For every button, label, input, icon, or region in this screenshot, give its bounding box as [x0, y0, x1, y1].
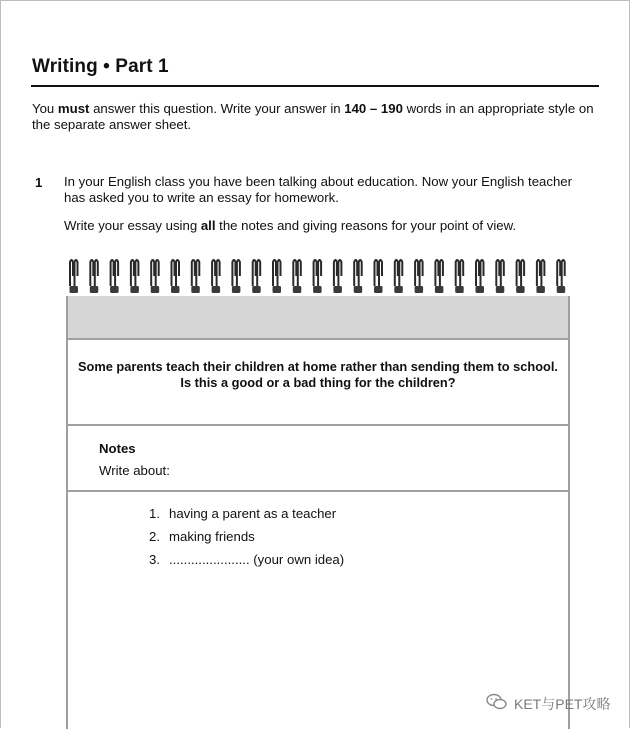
notes-heading: Notes	[99, 441, 136, 456]
instructions-text-3: words in an appropriate style on the separate answer sheet.	[32, 101, 594, 132]
notes-item-text: ...................... (your own idea)	[169, 552, 345, 567]
spiral-ring	[90, 260, 99, 293]
notes-subheading: Write about:	[99, 463, 170, 478]
essay-statement-line-2: Is this a good or a bad thing for the children?	[180, 374, 456, 390]
spiral-ring	[151, 260, 160, 293]
instructions-text-2: answer this question. Write your answer in	[89, 101, 345, 116]
question-instruction	[64, 218, 516, 233]
spiral-ring	[70, 260, 79, 293]
spiral-ring	[273, 260, 282, 293]
spiral-ring	[110, 260, 119, 293]
instructions-text-1: You	[32, 101, 58, 116]
spiral-ring	[415, 260, 424, 293]
spiral-ring	[374, 260, 383, 293]
spiral-binding	[62, 256, 574, 298]
spiral-ring	[232, 260, 241, 293]
essay-statement-line-1: Some parents teach their children at home rather than sending them to school.	[78, 359, 558, 374]
spiral-ring	[394, 260, 403, 293]
spiral-ring	[455, 260, 464, 293]
question-instruction-bold: all	[200, 218, 216, 233]
spiral-ring	[435, 260, 444, 293]
spiral-ring	[516, 260, 525, 293]
spiral-ring	[212, 260, 221, 293]
notepad	[66, 296, 570, 729]
spiral-ring	[333, 260, 342, 293]
spiral-ring	[354, 260, 363, 293]
notes-item-number: 1.	[149, 506, 160, 521]
notepad-divider	[68, 424, 568, 426]
question-text: In your English class you have been talking about education. Now your English teacher has asked you to write an essay for homework.	[64, 174, 573, 205]
question-instruction-post: the notes and giving reasons for your point of view.	[215, 218, 517, 233]
spiral-ring	[557, 260, 566, 293]
spiral-ring	[130, 260, 139, 293]
notes-list	[149, 506, 344, 575]
spiral-ring	[536, 260, 545, 293]
wechat-logo-icon	[486, 693, 508, 714]
question-instruction-pre: Write your essay using	[64, 218, 201, 233]
task-instructions	[32, 101, 597, 133]
page-title: Writing • Part 1	[32, 56, 169, 77]
title-rule	[31, 85, 599, 87]
notes-item-number: 3.	[149, 552, 160, 567]
notepad-divider	[68, 490, 568, 492]
spiral-ring	[191, 260, 200, 293]
notes-list-item	[149, 529, 344, 552]
essay-statement	[68, 359, 568, 390]
spiral-ring	[313, 260, 322, 293]
notes-list-item	[149, 552, 344, 575]
question-number: 1	[35, 175, 43, 190]
notes-item-text: making friends	[169, 529, 255, 544]
spiral-ring	[293, 260, 302, 293]
notes-item-number: 2.	[149, 529, 160, 544]
instructions-word-range: 140 – 190	[344, 101, 403, 116]
watermark-text: KET与PET攻略	[514, 695, 611, 712]
notes-item-text: having a parent as a teacher	[169, 506, 337, 521]
notes-list-item	[149, 506, 344, 529]
spiral-ring	[476, 260, 485, 293]
spiral-ring	[171, 260, 180, 293]
watermark	[486, 693, 610, 714]
spiral-ring	[496, 260, 505, 293]
instructions-must: must	[57, 101, 90, 116]
spiral-ring	[252, 260, 261, 293]
notepad-header-band	[68, 296, 568, 340]
